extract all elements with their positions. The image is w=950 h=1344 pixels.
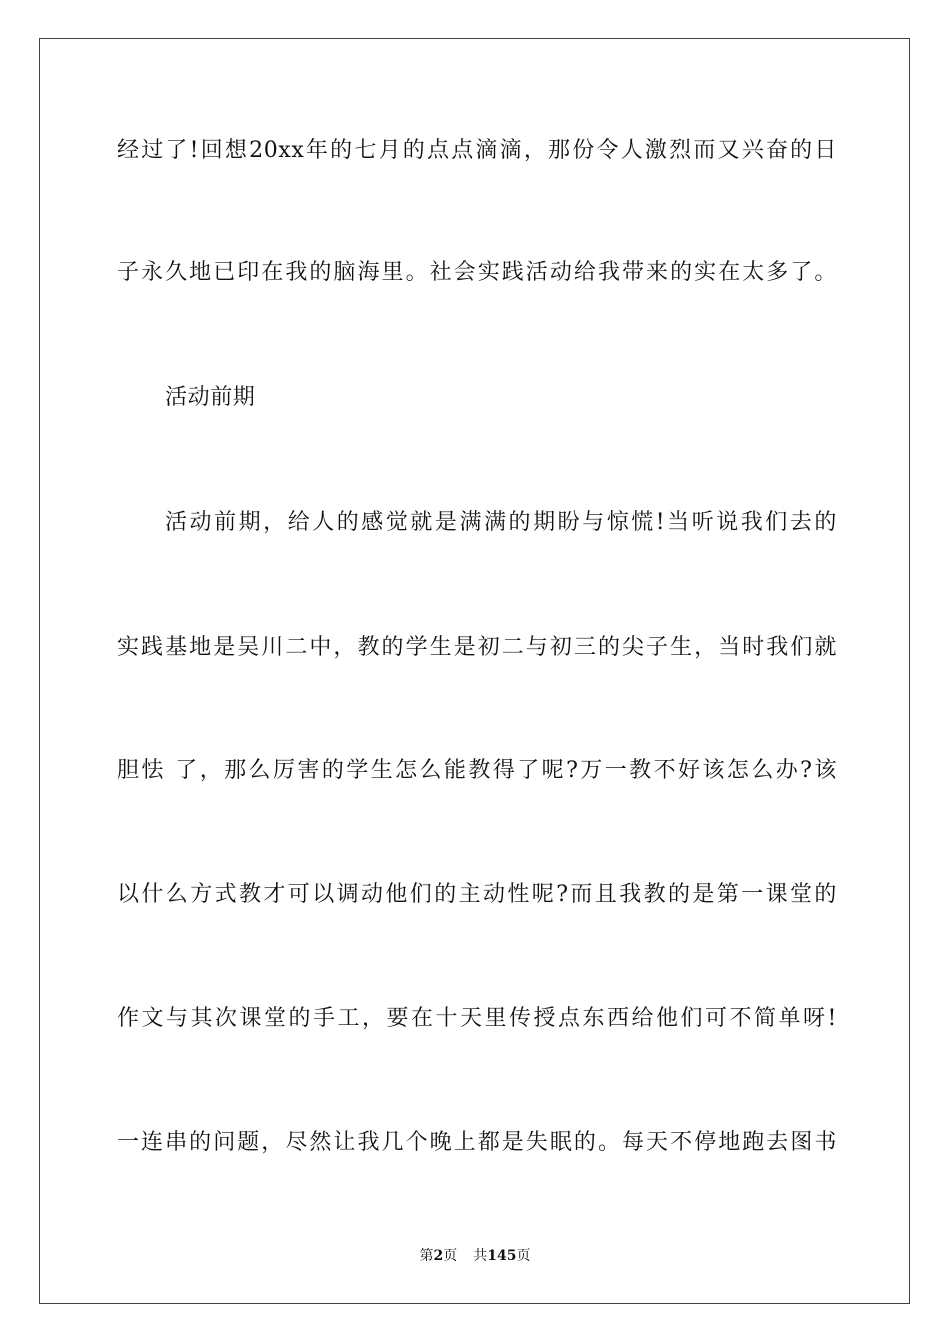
total-pages: 145 (487, 1248, 517, 1264)
body-text-line: 活动前期，给人的感觉就是满满的期盼与惊慌!当听说我们去的 (165, 510, 837, 535)
body-text-line: 胆怯 了，那么厉害的学生怎么能教得了呢?万一教不好该怎么办?该 (117, 758, 837, 783)
body-text-line: 作文与其次课堂的手工，要在十天里传授点东西给他们可不简单呀! (117, 1006, 837, 1031)
page-border (39, 38, 910, 1304)
page-number: 2 (433, 1248, 444, 1264)
page-prefix: 第 (419, 1248, 434, 1264)
body-text-line: 一连串的问题，尽然让我几个晚上都是失眠的。每天不停地跑去图书 (117, 1130, 837, 1155)
total-suffix: 页 (516, 1248, 531, 1264)
page-suffix: 页 (443, 1248, 458, 1264)
section-heading: 活动前期 (165, 385, 256, 410)
body-text-line: 实践基地是吴川二中，教的学生是初二与初三的尖子生，当时我们就 (117, 635, 837, 660)
page-footer (0, 1247, 950, 1265)
body-text-line: 子永久地已印在我的脑海里。社会实践活动给我带来的实在太多了。 (117, 260, 837, 285)
total-prefix: 共 (473, 1248, 488, 1264)
body-text-line: 以什么方式教才可以调动他们的主动性呢?而且我教的是第一课堂的 (117, 882, 837, 907)
body-text-line: 经过了!回想20xx年的七月的点点滴滴，那份令人激烈而又兴奋的日 (117, 138, 837, 163)
